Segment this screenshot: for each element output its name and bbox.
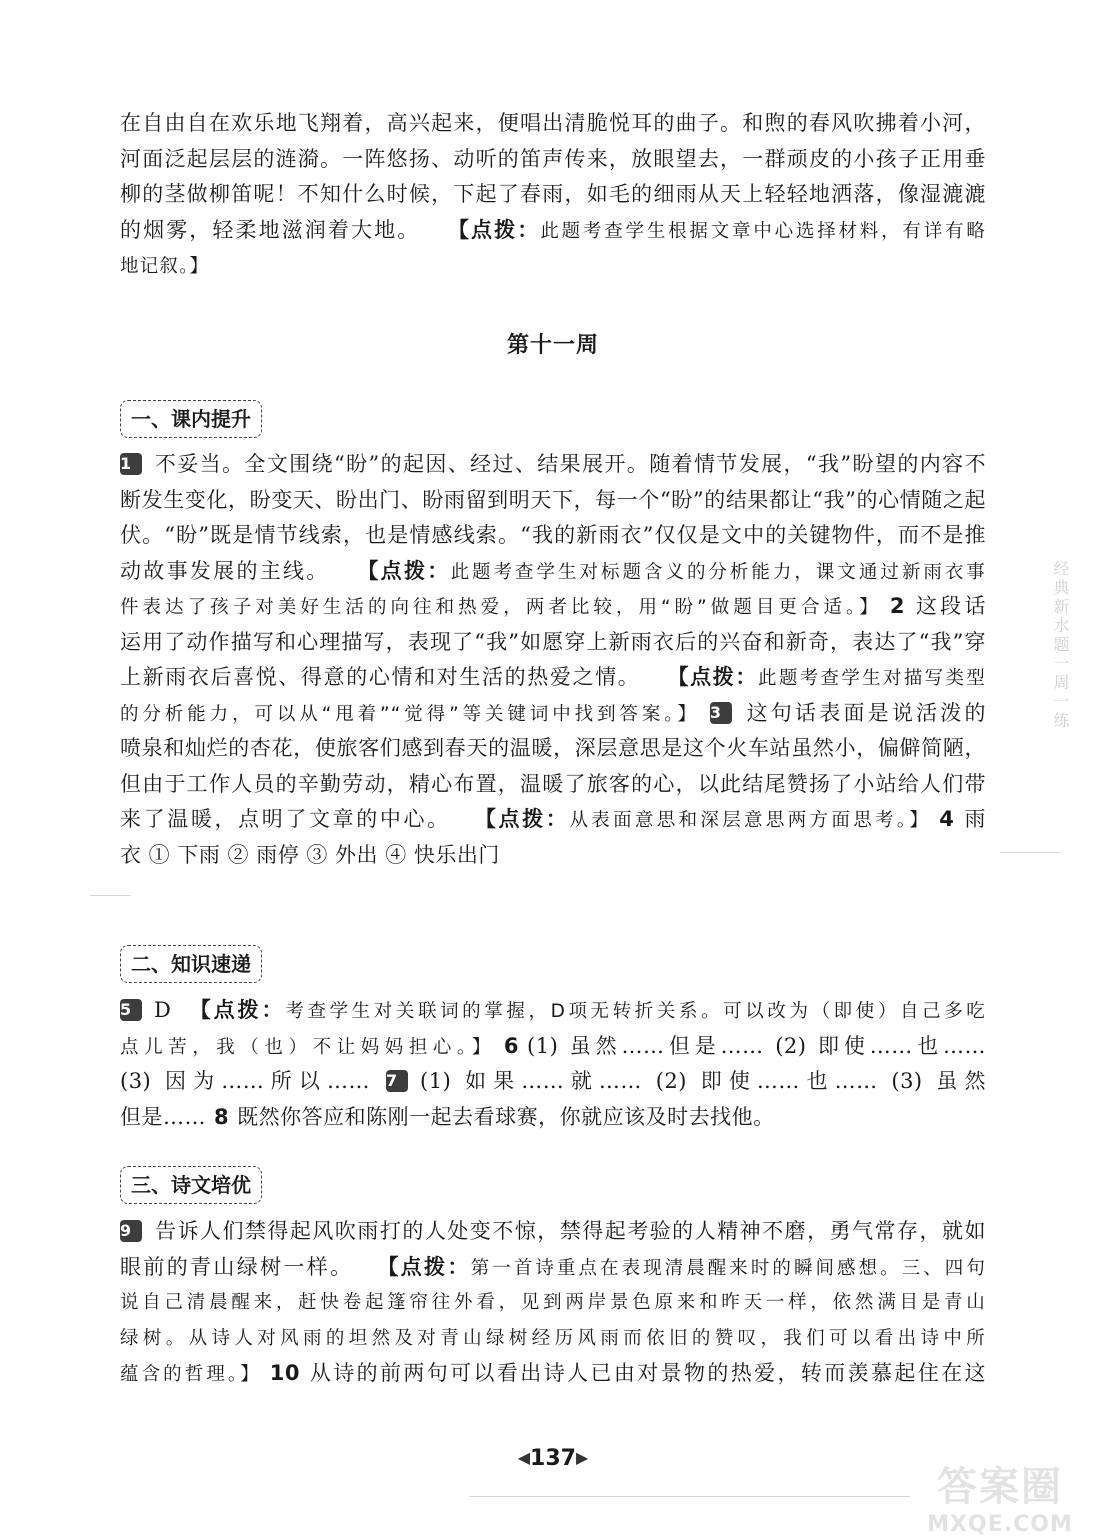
text-run: 告诉人们禁得起风吹雨打的人处变不惊，禁得起考验的人精神不磨，勇气常存，就如 (154, 1219, 986, 1243)
text-run: 这句话表面是说活泼的 (743, 700, 986, 725)
text-line (120, 1064, 986, 1100)
tip-text: 此题考查学生对标题含义的分析能力，课文通过新雨衣事 (450, 561, 986, 583)
text-line: 绿树。从诗人对风雨的坦然及对青山绿树经历风雨而依旧的赞叹，我们可以看出诗中所 (120, 1327, 986, 1349)
text-run: 上新雨衣后喜悦、得意的心情和对生活的热爱之情。 (120, 665, 641, 689)
text-run: 雨 (962, 807, 986, 831)
text-line (120, 1214, 986, 1250)
scan-artifact (470, 1496, 910, 1497)
intro-paragraph (120, 106, 986, 284)
text-line: 断发生变化，盼变天、盼出门、盼雨留到明天下，每一个“盼”的结果都让“我”的心情随之起 (120, 487, 986, 512)
text-line: 说自己清晨醒来，赶快卷起篷帘往外看，见到两岸景色原来和昨天一样，依然满目是青山 (120, 1292, 986, 1313)
watermark-url: MXQE.COM (927, 1512, 1073, 1537)
tip-text: 件表达了孩子对美好生活的向往和热爱，两者比较，用“盼”做题目更合适。】 (120, 597, 882, 618)
question-number-box: 9 (120, 1220, 142, 1242)
text-line (120, 802, 986, 838)
tip-text: 考查学生对关联词的掌握，D项无转折关系。可以改为（即使）自己多吃 (285, 1001, 986, 1022)
question-number: 6 (503, 1033, 520, 1058)
text-line (120, 589, 986, 625)
text-run: 的烟雾，轻柔地滋润着大地。 (120, 217, 421, 242)
tip-text: 第一首诗重点在表现清晨醒来时的瞬间感想。三、四句 (470, 1257, 986, 1279)
tip-text: 此题考查学生根据文章中心选择材料，有详有略 (540, 220, 986, 242)
text-line (120, 1100, 986, 1136)
right-arrow-icon: ▶ (575, 1448, 589, 1467)
text-line (120, 1250, 986, 1286)
left-arrow-icon: ◀ (517, 1448, 531, 1467)
text-line (120, 1356, 986, 1392)
text-line: 在自由自在欢乐地飞翔着，高兴起来，便唱出清脆悦耳的曲子。和煦的春风吹拂着小河， (120, 111, 986, 135)
tip-text: 从表面意思和深层意思两方面思考。】 (569, 810, 932, 831)
text-line (120, 696, 986, 732)
text-line: 柳的茎做柳笛呢！不知什么时候，下起了春雨，如毛的细雨从天上轻轻地洒落，像湿漉漉 (120, 182, 986, 206)
tip-label: 【点拨： (666, 665, 759, 689)
question-number: 8 (214, 1104, 230, 1129)
tip-label: 【点拨： (355, 558, 451, 583)
tip-text: 的分析能力，可以从“甩着”“觉得”等关键词中找到答案。】 (120, 703, 700, 725)
text-line (120, 660, 986, 696)
text-line (120, 213, 986, 249)
text-line: 衣 ① 下雨 ② 雨停 ③ 外出 ④ 快乐出门 (120, 842, 500, 867)
question-number: 2 (889, 594, 905, 618)
tip-text: 点儿苦，我（也）不让妈妈担心。】 (120, 1036, 496, 1058)
tip-label: 【点拨： (472, 807, 570, 831)
text-run: 不妥当。全文围绕“盼”的起因、经过、结果展开。随着情节发展，“我”盼望的内容不 (154, 452, 986, 476)
text-line: 但由于工作人员的辛勤劳动，精心布置，温暖了旅客的心，以此结尾赞扬了小站给人们带 (120, 771, 986, 796)
question-number-box: 1 (120, 453, 142, 475)
tip-label: 【点拨： (375, 1254, 471, 1279)
text-line (120, 248, 986, 284)
week-title: 第十一周 (506, 333, 599, 358)
question-number-box: 3 (710, 702, 732, 724)
text-line: 运用了动作描写和心理描写，表现了“我”如愿穿上新雨衣后的兴奋和新奇，表达了“我”穿 (120, 629, 986, 654)
page-number-text: 137 (530, 1446, 576, 1471)
watermark-logo (920, 1455, 1080, 1537)
text-line: 伏。“盼”既是情节线索，也是情感线索。“我的新雨衣”仅仅是文中的关键物件，而不是推 (120, 523, 986, 547)
text-run: (1) 虽然……但是…… (2) 即使……也…… (527, 1033, 986, 1058)
text-run: 这段话 (912, 594, 986, 618)
section-3-answers (120, 1214, 986, 1392)
text-run: 但是…… (120, 1104, 206, 1129)
text-run: 眼前的青山绿树一样。 (120, 1254, 354, 1279)
watermark-title: 答案圈 (937, 1464, 1063, 1510)
text-run: 从诗的前两句可以看出诗人已由对景物的热爱，转而羡慕起住在这 (308, 1361, 986, 1385)
text-run: 既然你答应和陈刚一起去看球赛，你就应该及时去找他。 (237, 1104, 775, 1129)
text-run: 动故事发展的主线。 (120, 558, 330, 583)
text-run: D (154, 998, 172, 1022)
section-heading: 二、知识速递 (120, 945, 262, 983)
tip-text: 蕴含的哲理。】 (120, 1364, 262, 1385)
scan-artifact (90, 895, 130, 896)
text-run: 来了温暖，点明了文章的中心。 (120, 807, 451, 831)
tip-text: 此题考查学生对描写类型 (758, 668, 986, 689)
side-margin-text: 经典新水题一周一练 (1051, 560, 1070, 731)
question-number-box: 7 (386, 1070, 408, 1092)
question-number: 10 (269, 1361, 301, 1385)
question-number-box: 5 (120, 999, 142, 1021)
section-2-answers (120, 993, 986, 1135)
scan-artifact (1000, 852, 1060, 853)
tip-text: 地记叙。】 (120, 256, 210, 277)
section-1-answers (120, 447, 986, 873)
text-line (120, 993, 986, 1029)
text-line (120, 1029, 986, 1065)
section-heading: 一、课内提升 (120, 400, 262, 438)
text-line: 喷泉和灿烂的杏花，使旅客们感到春天的温暖，深层意思是这个火车站虽然小，偏僻简陋， (120, 736, 986, 760)
tip-label: 【点拨： (187, 998, 286, 1022)
tip-label: 【点拨： (446, 217, 541, 242)
question-number: 4 (939, 807, 955, 831)
text-line (120, 447, 986, 483)
text-run: (1) 如果……就…… (2) 即使……也…… (3) 虽然 (420, 1069, 986, 1093)
text-line (120, 554, 986, 590)
text-line: 河面泛起层层的涟漪。一阵悠扬、动听的笛声传来，放眼望去，一群顽皮的小孩子正用垂 (120, 146, 986, 171)
section-heading: 三、诗文培优 (120, 1166, 262, 1204)
text-run: (3) 因为……所以…… (120, 1069, 371, 1093)
